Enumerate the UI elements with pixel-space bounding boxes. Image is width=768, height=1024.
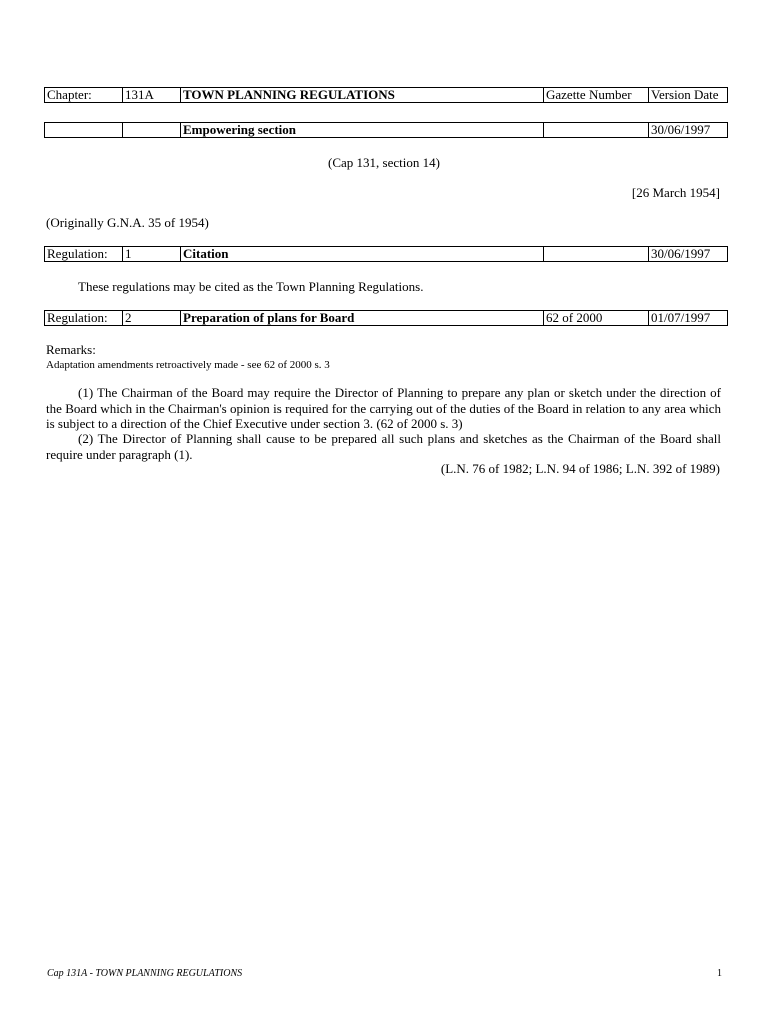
regulation-2-version-date: 01/07/1997	[651, 311, 711, 325]
commencement-date: [26 March 1954]	[631, 185, 720, 200]
chapter-label: Chapter:	[45, 88, 123, 102]
remarks-label: Remarks:	[46, 342, 96, 357]
regulation-1-gazette	[544, 247, 649, 261]
paragraph-2: (2) The Director of Planning shall cause to be prepared all such plans and sketches as the Chairman of the Board shall require under paragraph (1).	[46, 431, 721, 462]
empowering-title: Empowering section	[181, 123, 544, 137]
regulation-1-title: Citation	[181, 247, 544, 261]
regulation-1-text: These regulations may be cited as the Town Planning Regulations.	[78, 279, 424, 294]
empowering-version-date: 30/06/1997	[651, 123, 711, 137]
regulation-2-label: Regulation:	[45, 311, 123, 325]
regulation-2-gazette: 62 of 2000	[544, 311, 649, 325]
empowering-section-row	[44, 122, 728, 138]
chapter-number: 131A	[123, 88, 181, 102]
paragraph-1: (1) The Chairman of the Board may require the Director of Planning to prepare any plan or sketch under the direction of the Board which in the Chairman's opinion is required for the carrying out of the duties of the Board in relation to any area which is subject to a direction of the Chief Executive under section 3. (62 of 2000 s. 3)	[46, 385, 721, 431]
footer-title: Cap 131A - TOWN PLANNING REGULATIONS	[47, 968, 243, 979]
empowering-col2	[123, 123, 181, 137]
regulation-1-number: 1	[123, 247, 181, 261]
regulation-2-number: 2	[123, 311, 181, 325]
originally-note: (Originally G.N.A. 35 of 1954)	[46, 215, 209, 230]
ln-reference: (L.N. 76 of 1982; L.N. 94 of 1986; L.N. 392 of 1989)	[440, 461, 720, 476]
version-date-header: Version Date	[651, 88, 719, 102]
chapter-header-row	[44, 87, 728, 103]
cap-reference: (Cap 131, section 14)	[328, 155, 440, 170]
empowering-gazette	[544, 123, 649, 137]
page-number: 1	[717, 968, 722, 979]
remarks-text: Adaptation amendments retroactively made - see 62 of 2000 s. 3	[46, 359, 330, 371]
empowering-col1	[45, 123, 123, 137]
regulation-2-row	[44, 310, 728, 326]
regulation-2-title: Preparation of plans for Board	[181, 311, 544, 325]
regulation-1-row	[44, 246, 728, 262]
regulation-1-version-date: 30/06/1997	[651, 247, 711, 261]
chapter-title: TOWN PLANNING REGULATIONS	[181, 88, 544, 102]
gazette-number-header: Gazette Number	[544, 88, 649, 102]
regulation-1-label: Regulation:	[45, 247, 123, 261]
